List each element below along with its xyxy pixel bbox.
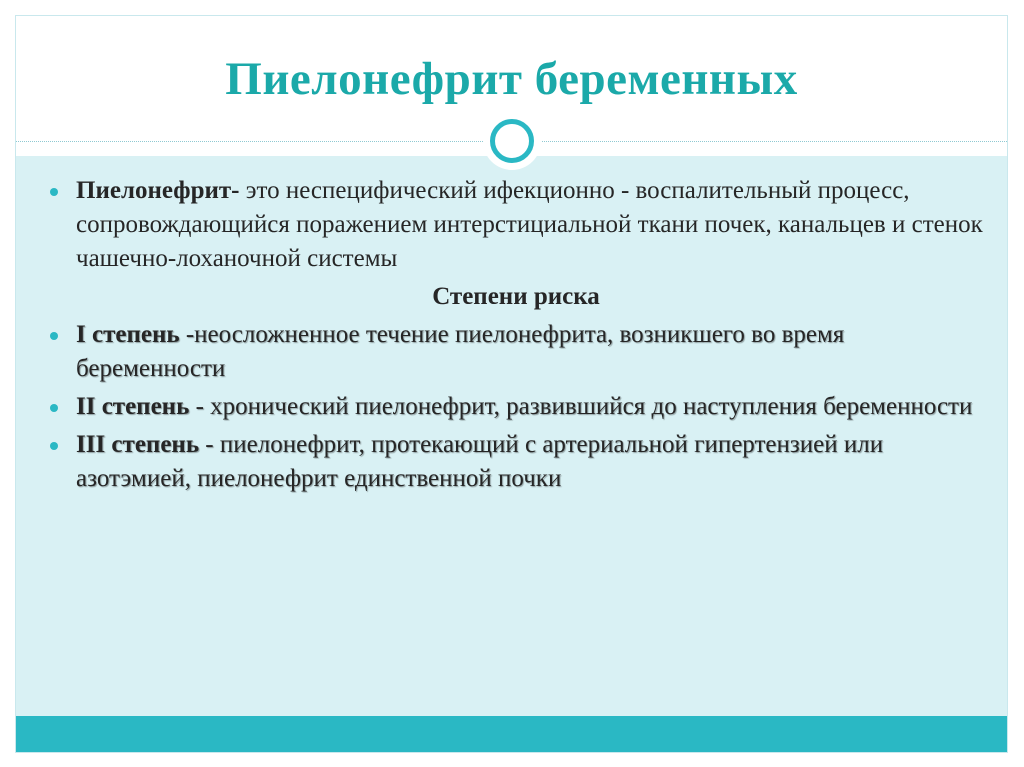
bullet-icon xyxy=(50,404,58,412)
degree-term: I степень xyxy=(76,321,180,348)
definition-description: это неспецифический ифекционно - воспалительный процесс, сопровождающийся поражением интерстициальной ткани почек, канальцев и стенок чашечно-лоханочной системы xyxy=(76,177,983,272)
degree-item xyxy=(46,428,986,496)
bullet-icon xyxy=(50,332,58,340)
bullet-icon xyxy=(50,188,58,196)
bullet-icon xyxy=(50,442,58,450)
degree-item xyxy=(46,318,986,386)
slide-title: Пиелонефрит беременных xyxy=(225,53,798,105)
degree-text xyxy=(76,321,844,382)
degree-term: III степень xyxy=(76,431,200,458)
definition-text xyxy=(76,177,983,272)
ring-inner xyxy=(490,119,534,163)
definition-item xyxy=(46,174,986,276)
ring-ornament-icon xyxy=(483,112,541,170)
risk-heading: Степени риска xyxy=(432,283,600,310)
degree-text xyxy=(76,431,883,492)
footer-band xyxy=(16,716,1007,753)
degree-description: - хронический пиелонефрит, развившийся до наступления беременности xyxy=(189,393,973,420)
degree-description: -неосложненное течение пиелонефрита, возникшего во время беременности xyxy=(76,321,845,382)
degree-text xyxy=(76,393,972,420)
degree-term: II степень xyxy=(76,393,190,420)
slide xyxy=(15,15,1008,753)
degree-description: - пиелонефрит, протекающий с артериальной гипертензией или азотэмией, пиелонефрит единственной почки xyxy=(76,431,884,492)
body-text xyxy=(46,174,986,496)
definition-term: Пиелонефрит- xyxy=(76,177,240,204)
degree-item xyxy=(46,390,986,424)
